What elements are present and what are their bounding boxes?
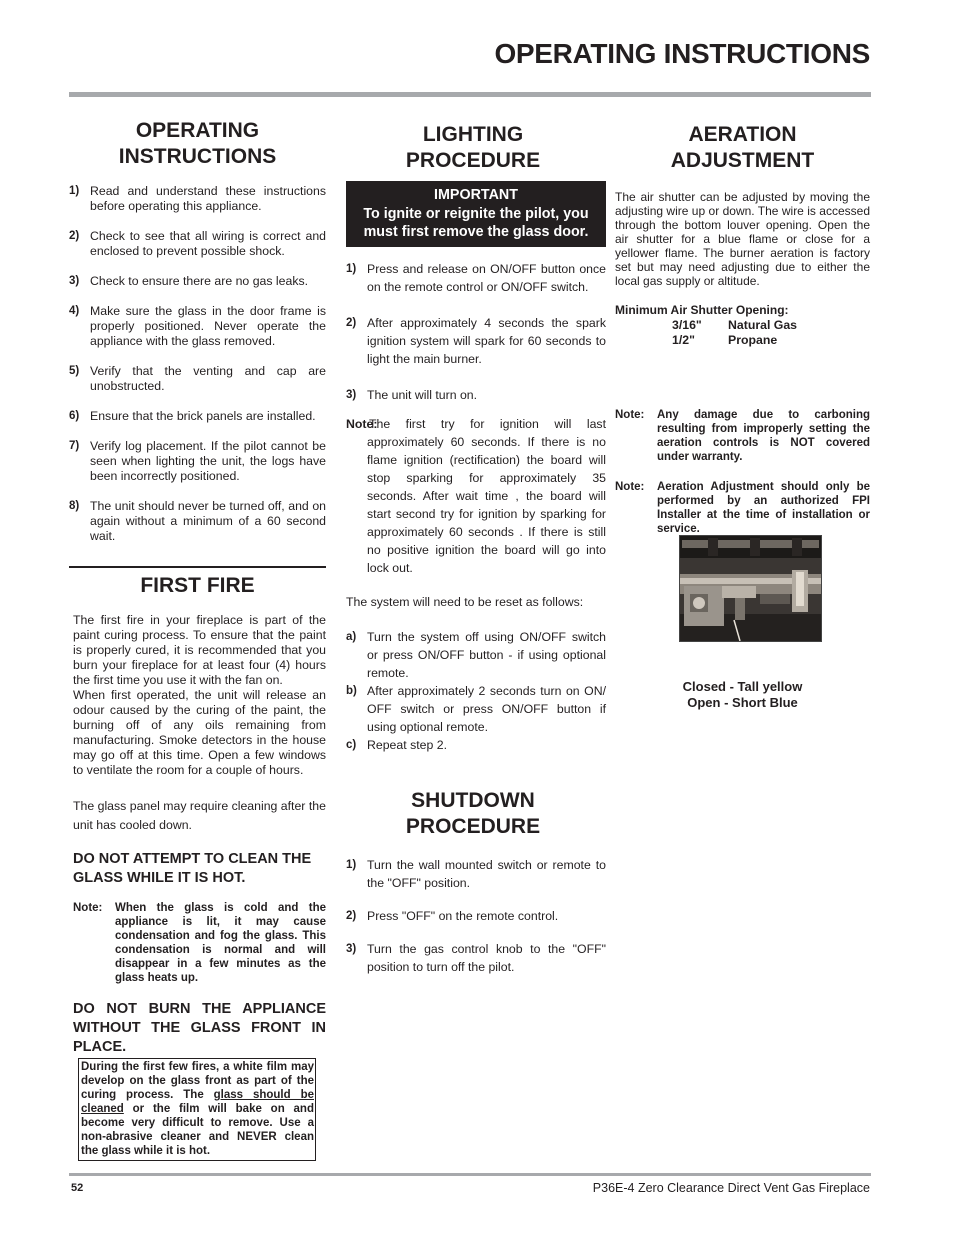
document-title: P36E-4 Zero Clearance Direct Vent Gas Fireplace: [592, 1181, 870, 1195]
aeration-note-label: Note:: [615, 409, 645, 421]
lighting-heading-line1: LIGHTING: [422, 123, 524, 146]
operating-item-number: 1): [69, 185, 80, 197]
first-fire-heading: FIRST FIRE: [140, 574, 255, 597]
operating-item-number: 4): [69, 305, 80, 317]
operating-item-text: Check to see that all wiring is correct and enclosed to prevent possible shock.: [90, 229, 326, 258]
column-operating: [69, 118, 326, 1161]
reset-step-2: [346, 682, 606, 736]
reset-step-number: c): [346, 738, 357, 751]
shutdown-step-2: [346, 907, 606, 925]
lighting-step-number: 2): [346, 316, 357, 329]
aeration-notes: [615, 408, 870, 536]
photo-caption-closed: Closed - Tall yellow: [682, 679, 803, 694]
shutter-size: 1/2": [672, 333, 695, 347]
box-text-2: or the film will bake on and become very difficult to remove. Use a non-abrasive cleaner and NEVER clean the glass while it is hot.: [81, 1103, 314, 1157]
shutdown-heading-line2: PROCEDURE: [405, 814, 541, 838]
lighting-step-2: [346, 314, 606, 368]
first-fire-divider: [69, 566, 326, 568]
shutter-opening-row: [615, 333, 870, 348]
aeration-note-2: [615, 480, 870, 536]
lighting-step-3: [346, 386, 606, 404]
reset-step-1: [346, 628, 606, 682]
reset-step-text: After approximately 2 seconds turn on ON/ OFF switch or press ON/OFF button if using optional remote.: [367, 683, 606, 734]
lighting-note: [346, 415, 606, 577]
aeration-heading: [615, 122, 870, 174]
aeration-heading-line2: ADJUSTMENT: [670, 149, 815, 172]
reset-step-text: Repeat step 2.: [367, 737, 447, 752]
aeration-note-label: Note:: [615, 481, 645, 493]
note-label: Note:: [73, 902, 103, 914]
lighting-steps: [346, 260, 606, 404]
shutdown-steps: [346, 856, 606, 976]
shutdown-step-text: Turn the gas control knob to the "OFF" position to turn off the pilot.: [367, 941, 606, 974]
box-text-underlined: glass should be cleaned: [81, 1089, 314, 1115]
lighting-step-text: The unit will turn on.: [367, 387, 478, 402]
aeration-note-1: [615, 408, 870, 464]
photo-caption-open: Open - Short Blue: [687, 695, 798, 710]
operating-item-text: The unit should never be turned off, and on again without a minimum of a 60 second wait.: [90, 499, 326, 543]
operating-item-5: [69, 364, 326, 394]
burner-photo-image: [680, 536, 821, 641]
page-title: OPERATING INSTRUCTIONS: [494, 38, 870, 69]
important-notice: [346, 181, 606, 247]
reset-intro: The system will need to be reset as follows:: [346, 594, 584, 609]
operating-list: [69, 184, 326, 544]
shutdown-step-text: Turn the wall mounted switch or remote to the "OFF" position.: [367, 857, 606, 890]
operating-item-number: 2): [69, 230, 80, 242]
operating-item-text: Make sure the glass in the door frame is properly positioned. Never operate the appliance with the glass removed.: [90, 304, 326, 348]
aeration-note-text: Any damage due to carboning resulting from improperly setting the aeration controls is NOT covered under warranty.: [657, 409, 870, 463]
curing-notice-box: [78, 1058, 316, 1161]
operating-item-text: Verify that the venting and cap are unobstructed.: [90, 364, 326, 393]
shutdown-step-3: [346, 940, 606, 976]
first-fire-para1: The first fire in your fireplace is part of the paint curing process. To ensure that the paint is properly cured, it is recommended that you burn your fireplace for at least four (4) hours the first time you use it with the fan on.: [73, 613, 326, 687]
first-fire-note: [73, 901, 326, 985]
operating-item-8: [69, 499, 326, 544]
operating-item-text: Verify log placement. If the pilot cannot be seen when lighting the unit, the logs have been incorrectly positioned.: [90, 439, 326, 483]
column-aeration: [615, 122, 870, 710]
first-fire-warning-clean: DO NOT ATTEMPT TO CLEAN THE GLASS WHILE IT IS HOT.: [73, 851, 312, 886]
box-text-1: During the first few fires, a white film may develop on the glass front as part of the curing process. The: [81, 1061, 314, 1101]
shutdown-step-text: Press "OFF" on the remote control.: [367, 908, 559, 923]
footer-rule: [69, 1173, 871, 1176]
lighting-step-text: After approximately 4 seconds the spark ignition system will spark for 60 seconds to light the main burner.: [367, 315, 606, 366]
note-text: When the glass is cold and the appliance is lit, it may cause condensation and fog the glass. This condensation is normal and will disappear in a few minutes as the glass heats up.: [115, 902, 326, 984]
shutter-fuel: Natural Gas: [728, 318, 798, 332]
operating-item-3: [69, 274, 326, 289]
shutter-opening-row: [615, 318, 870, 333]
first-fire-para3: The glass panel may require cleaning after the unit has cooled down.: [73, 799, 326, 832]
reset-step-3: [346, 736, 606, 754]
reset-steps: [346, 628, 606, 754]
shutdown-step-number: 2): [346, 909, 357, 922]
operating-heading: [69, 118, 326, 170]
lighting-note-label: Note:: [346, 416, 378, 431]
aeration-heading-line1: AERATION: [688, 123, 797, 146]
operating-item-number: 8): [69, 500, 80, 512]
operating-item-number: 6): [69, 410, 80, 422]
operating-heading-line2: INSTRUCTIONS: [118, 145, 277, 168]
lighting-heading-line2: PROCEDURE: [405, 149, 541, 172]
shutter-openings: [615, 318, 870, 348]
lighting-step-number: 1): [346, 262, 357, 275]
important-text: To ignite or reignite the pilot, you must first remove the glass door.: [363, 205, 589, 240]
shutdown-heading: [340, 788, 606, 840]
operating-item-7: [69, 439, 326, 484]
operating-item-text: Read and understand these instructions before operating this appliance.: [90, 184, 326, 213]
reset-step-number: b): [346, 684, 357, 697]
shutdown-step-number: 3): [346, 942, 357, 955]
operating-item-6: [69, 409, 326, 424]
header-rule: [69, 92, 871, 97]
shutter-size: 3/16": [672, 318, 702, 332]
first-fire-warning-glass: DO NOT BURN THE APPLIANCE WITHOUT THE GLASS FRONT IN PLACE.: [73, 1001, 326, 1055]
column-lighting: [346, 122, 606, 976]
air-shutter-photo: [679, 535, 822, 642]
page-number: 52: [71, 1182, 84, 1194]
lighting-step-text: Press and release on ON/OFF button once on the remote control or ON/OFF switch.: [367, 261, 606, 294]
operating-item-number: 7): [69, 440, 80, 452]
shutdown-heading-line1: SHUTDOWN: [411, 788, 535, 812]
first-fire-para2: When first operated, the unit will release an odour caused by the curing of the paint, the burning off of any oils remaining from manufacturing. Smoke detectors in the house may go off at this time. Open a few windows to ventilate the room for a couple of hours.: [73, 688, 326, 777]
lighting-step-1: [346, 260, 606, 296]
min-shutter-title: Minimum Air Shutter Opening:: [615, 303, 789, 317]
operating-item-text: Ensure that the brick panels are installed.: [90, 409, 316, 423]
lighting-heading: [340, 122, 606, 174]
shutdown-step-1: [346, 856, 606, 892]
reset-step-text: Turn the system off using ON/OFF switch or press ON/OFF button - if using optional remote.: [367, 629, 606, 680]
aeration-note-text: Aeration Adjustment should only be performed by an authorized FPI Installer at the time of installation or service.: [657, 481, 870, 535]
reset-step-number: a): [346, 630, 357, 643]
operating-item-text: Check to ensure there are no gas leaks.: [90, 274, 309, 288]
operating-item-number: 5): [69, 365, 80, 377]
aeration-paragraph: The air shutter can be adjusted by moving the adjusting wire up or down. The wire is accessed through the bottom louver opening. Open the air shutter for a blue flame or close for a yellower flame. The burner aeration is factory set but may need adjusting due to either the local gas supply or altitude.: [615, 190, 870, 288]
operating-item-2: [69, 229, 326, 259]
lighting-note-text: The first try for ignition will last approximately 60 seconds. If there is no flame ignition (rectification) the board will stop sparking for approximately 35 seconds. After wait time , the board will start second try for ignition by sparking for approximately 60 seconds . If there is still no positive ignition the board will go into lock out.: [367, 416, 606, 575]
lighting-step-number: 3): [346, 388, 357, 401]
shutter-fuel: Propane: [728, 333, 778, 347]
operating-item-1: [69, 184, 326, 214]
operating-item-number: 3): [69, 275, 80, 287]
operating-heading-line1: OPERATING: [135, 119, 260, 142]
shutdown-step-number: 1): [346, 858, 357, 871]
operating-item-4: [69, 304, 326, 349]
important-title: IMPORTANT: [434, 187, 518, 203]
